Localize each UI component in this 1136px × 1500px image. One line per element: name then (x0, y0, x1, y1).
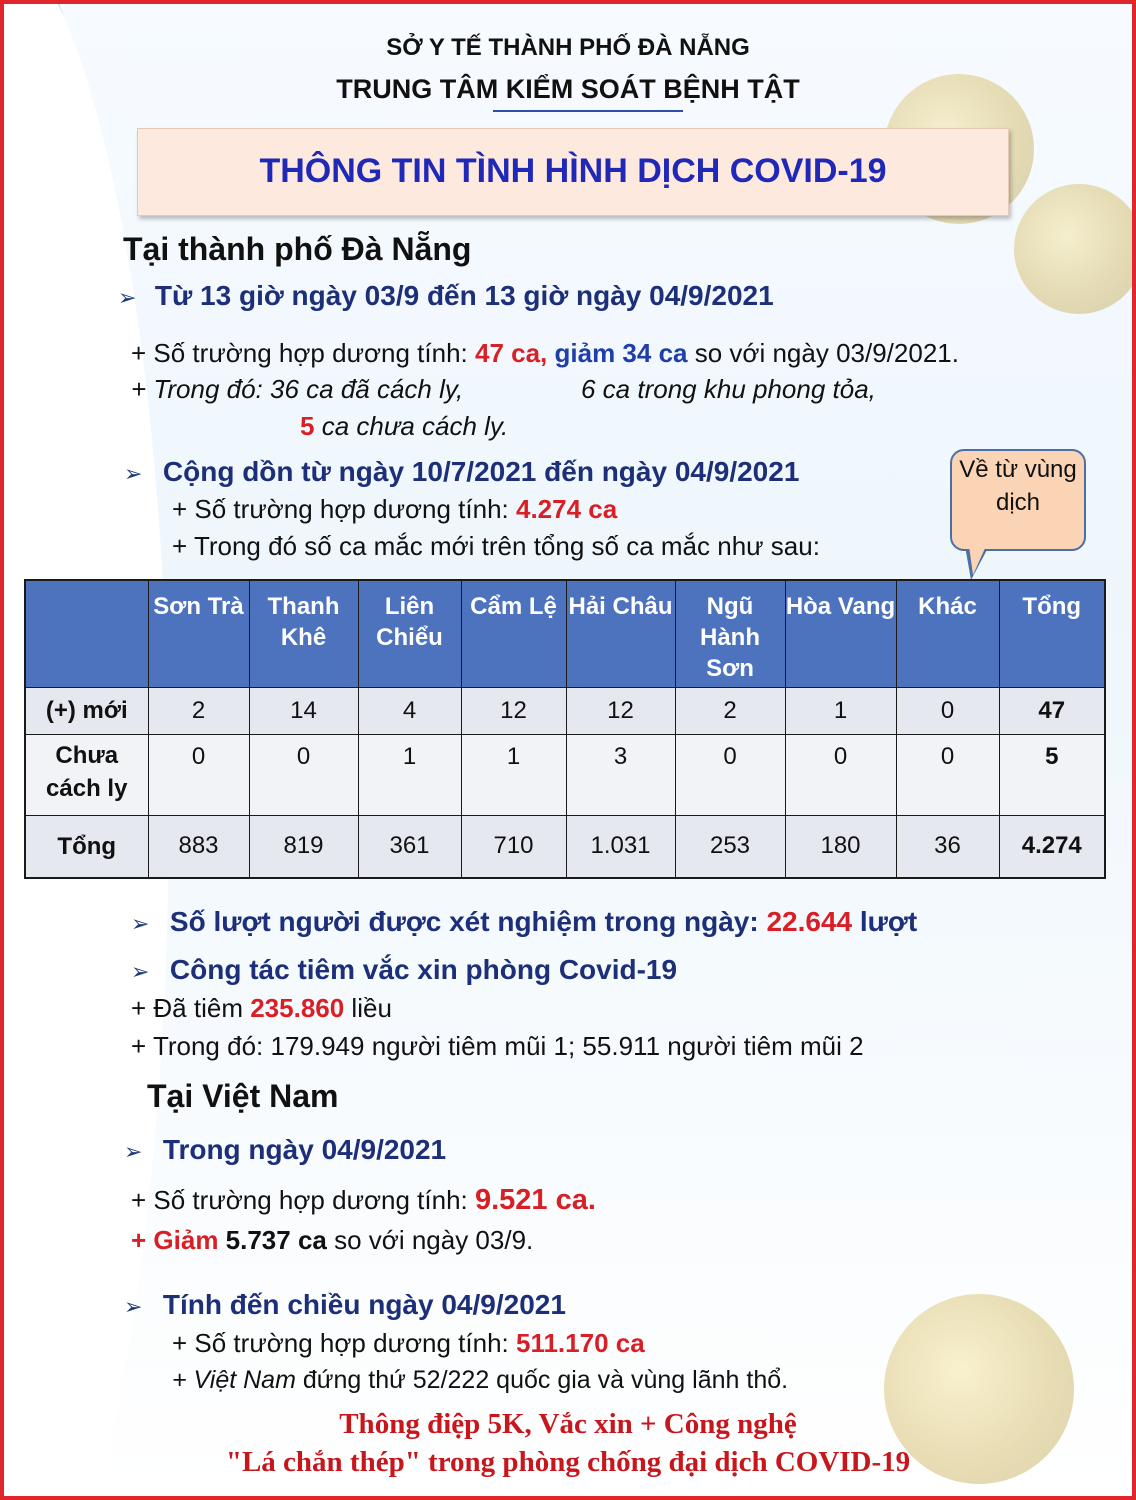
bullet-arrow-icon: ➢ (118, 285, 137, 310)
vietnam-cumulative-label: Tính đến chiều ngày 04/9/2021 (162, 1289, 566, 1320)
table-total-cell: 4.274 (999, 815, 1105, 878)
danang-heading: Tại thành phố Đà Nẵng (123, 231, 472, 267)
footer-slogan-line1: Thông điệp 5K, Vắc xin + Công nghệ (339, 1408, 797, 1440)
table-cell: 12 (461, 687, 566, 734)
table-cell: 0 (896, 687, 999, 734)
line-suffix: liều (344, 993, 392, 1023)
bullet-arrow-icon: ➢ (124, 461, 143, 486)
danang-cumulative-label: Cộng dồn từ ngày 10/7/2021 đến ngày 04/9/2021 (162, 456, 800, 487)
table-header-cell: Khác (896, 580, 999, 687)
bullet-arrow-icon: ➢ (131, 959, 150, 984)
table-header-cell: Tổng (999, 580, 1105, 687)
unquarantined-count: 5 (300, 411, 315, 441)
vietnam-today-line2 (131, 1225, 533, 1256)
bullet-arrow-icon: ➢ (124, 1139, 143, 1164)
table-cell: 0 (675, 734, 785, 815)
vietnam-cumulative-cases: 511.170 ca (515, 1328, 645, 1358)
table-header-cell: Thanh Khê (249, 580, 358, 687)
table-header-cell: Cẩm Lệ (461, 580, 566, 687)
ranking-text: đứng thứ 52/222 quốc gia và vùng lãnh thổ. (295, 1366, 789, 1394)
bullet-arrow-icon: ➢ (124, 1294, 143, 1319)
danang-period-label: Từ 13 giờ ngày 03/9 đến 13 giờ ngày 04/9/2021 (154, 280, 774, 311)
vaccine-label: Công tác tiêm vắc xin phòng Covid-19 (169, 954, 678, 985)
table-cell: 361 (358, 815, 461, 878)
table-cell: 4 (358, 687, 461, 734)
table-cell: 1 (358, 734, 461, 815)
table-cell: 2 (148, 687, 249, 734)
danang-cumulative-line1 (172, 494, 617, 525)
table-cell: 14 (249, 687, 358, 734)
danang-cumulative-line2: + Trong đó số ca mắc mới trên tổng số ca mắc như sau: (172, 531, 820, 561)
unquarantined-text: ca chưa cách ly. (321, 411, 509, 441)
table-cell: 253 (675, 815, 785, 878)
table-cell: 1 (785, 687, 896, 734)
line-suffix: so với ngày 03/9/2021. (694, 338, 959, 368)
line-prefix: + Số trường hợp dương tính: (131, 1185, 475, 1215)
org-name-line2: TRUNG TÂM KIỂM SOÁT BỆNH TẬT (336, 74, 800, 104)
line-prefix: + Số trường hợp dương tính: (131, 338, 475, 368)
vietnam-heading: Tại Việt Nam (147, 1078, 339, 1114)
vietnam-today-cases: 9.521 ca. (474, 1184, 596, 1216)
virus-illustration-icon (1014, 184, 1136, 314)
vietnam-today-row (124, 1134, 446, 1166)
vietnam-cumulative-line2 (172, 1366, 788, 1395)
testing-row (131, 906, 917, 938)
org-name-line1: SỞ Y TẾ THÀNH PHỐ ĐÀ NẴNG (386, 34, 750, 61)
table-cell: 1.031 (566, 815, 675, 878)
table-cell: 36 (896, 815, 999, 878)
line-prefix: + Số trường hợp dương tính: (172, 1328, 516, 1358)
table-row (25, 815, 1105, 878)
testing-label: Số lượt người được xét nghiệm trong ngày: (169, 906, 767, 937)
decrease-value: 5.737 ca (225, 1225, 327, 1255)
vietnam-today-label: Trong ngày 04/9/2021 (162, 1134, 447, 1165)
vaccine-row (131, 954, 677, 986)
page-title: THÔNG TIN TÌNH HÌNH DỊCH COVID-19 (259, 152, 887, 190)
header-divider (493, 110, 683, 112)
vaccine-doses-value: 235.860 (250, 993, 345, 1023)
table-cell: 0 (148, 734, 249, 815)
vietnam-cumulative-line1 (172, 1328, 645, 1359)
table-cell: 0 (785, 734, 896, 815)
table-header-cell: Ngũ Hành Sơn (675, 580, 785, 687)
table-header-cell: Liên Chiểu (358, 580, 461, 687)
decrease-prefix: + Giảm (131, 1225, 226, 1255)
row-label: Chưa cách ly (25, 734, 148, 815)
district-cases-table (24, 579, 1106, 879)
danang-period-line1 (131, 338, 959, 369)
testing-unit: lượt (852, 906, 918, 937)
callout-pointer-fill (969, 546, 986, 575)
table-header-row (25, 580, 1105, 687)
line-suffix: so với ngày 03/9. (326, 1225, 534, 1255)
table-cell: 12 (566, 687, 675, 734)
table-row (25, 734, 1105, 815)
bullet-arrow-icon: ➢ (131, 911, 150, 936)
danang-period-row (118, 280, 774, 312)
danang-cumulative-row (124, 456, 799, 488)
row-label: (+) mới (25, 687, 148, 734)
table-cell: 819 (249, 815, 358, 878)
vaccine-line1 (131, 993, 392, 1024)
table-cell: 883 (148, 815, 249, 878)
vaccine-line2: + Trong đó: 179.949 người tiêm mũi 1; 55.911 người tiêm mũi 2 (131, 1031, 864, 1061)
callout-bubble: Về từ vùng dịch (950, 449, 1086, 551)
table-cell: 0 (896, 734, 999, 815)
table-cell: 710 (461, 815, 566, 878)
decrease-value: giảm 34 ca (554, 338, 688, 368)
table-total-cell: 47 (999, 687, 1105, 734)
table-cell: 180 (785, 815, 896, 878)
danang-period-line3 (300, 411, 508, 442)
table-total-cell: 5 (999, 734, 1105, 815)
line-prefix: + Số trường hợp dương tính: (172, 494, 516, 524)
table-cell: 3 (566, 734, 675, 815)
row-label: Tổng (25, 815, 148, 878)
table-header-cell: Hải Châu (566, 580, 675, 687)
table-cell: 1 (461, 734, 566, 815)
new-cases-value: 47 ca, (474, 338, 548, 368)
danang-period-line2a: + Trong đó: 36 ca đã cách ly, (131, 374, 464, 404)
danang-period-line2b: 6 ca trong khu phong tỏa, (581, 374, 876, 404)
table-header-cell: Sơn Trà (148, 580, 249, 687)
footer-slogan-line2: "Lá chắn thép" trong phòng chống đại dịch COVID-19 (225, 1446, 911, 1478)
cumulative-cases-value: 4.274 ca (515, 494, 618, 524)
table-header-cell: Hòa Vang (785, 580, 896, 687)
table-header-cell (25, 580, 148, 687)
vietnam-today-line1 (131, 1184, 596, 1217)
country-name: + Việt Nam (172, 1366, 296, 1394)
table-cell: 0 (249, 734, 358, 815)
line-prefix: + Đã tiêm (131, 993, 251, 1023)
table-row (25, 687, 1105, 734)
table-cell: 2 (675, 687, 785, 734)
vietnam-cumulative-row (124, 1289, 566, 1321)
testing-value: 22.644 (766, 906, 853, 937)
